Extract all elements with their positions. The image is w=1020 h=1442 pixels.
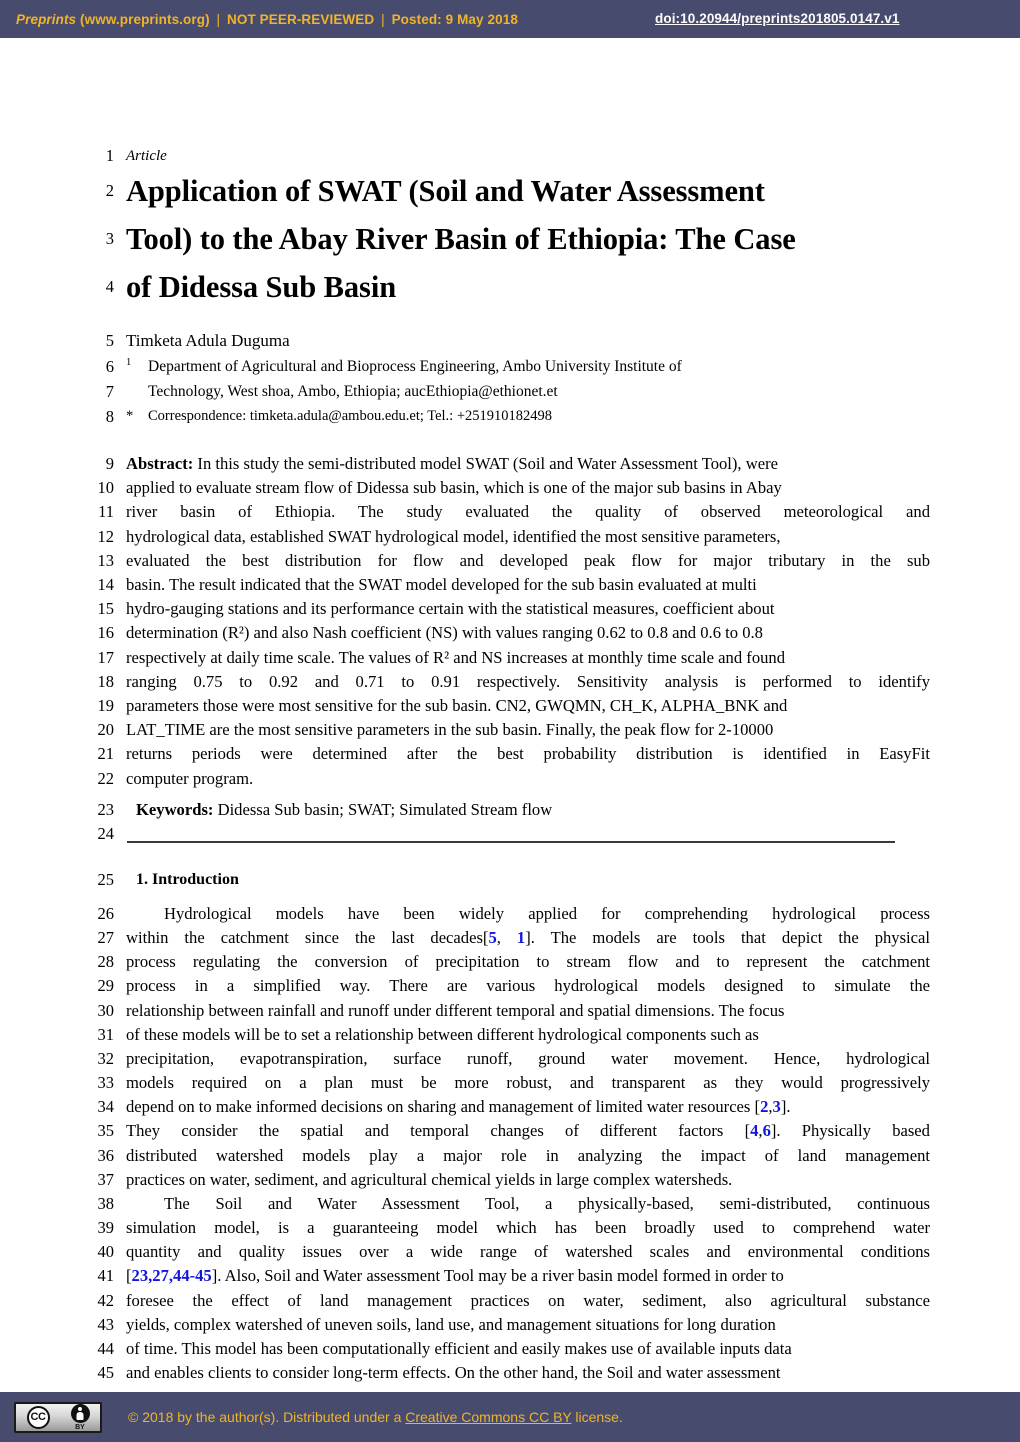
line-number: 19: [97, 696, 114, 716]
line-number: 42: [97, 1290, 114, 1310]
citation-link-multi[interactable]: 23,27,44-45: [131, 1266, 212, 1286]
intro-text: foresee the effect of land management practices on water, sediment, also agricultural substance: [126, 1290, 930, 1310]
section-heading-introduction: 1. Introduction: [136, 871, 239, 888]
cc-logo-icon: CC: [27, 1406, 50, 1429]
line-row: [80, 476, 930, 500]
line-row: [80, 1216, 930, 1240]
header-metadata: [16, 12, 518, 27]
abstract-text-6: basin. The result indicated that the SWAT model developed for the sub basin evaluated at multi: [126, 575, 757, 595]
line-number: 28: [97, 952, 114, 972]
line-number: 13: [97, 550, 114, 570]
line-row: [80, 144, 920, 168]
line-number: 21: [97, 744, 114, 764]
line-row: [80, 573, 930, 597]
intro-text: The Soil and Water Assessment Tool, a physically-based, semi-distributed, continuous: [164, 1193, 930, 1213]
line-row: [80, 452, 930, 476]
line-number: 22: [97, 768, 114, 788]
abstract-text-13: returns periods were determined after the best probability distribution is identified in EasyFit: [126, 744, 930, 764]
abstract-text-14: computer program.: [126, 768, 254, 788]
keywords-line: [126, 798, 930, 822]
line-number: 37: [97, 1169, 114, 1189]
line-row: [80, 597, 930, 621]
intro-text: distributed watershed models play a major role in analyzing the impact of land management: [126, 1145, 930, 1165]
line-row: [80, 1337, 930, 1361]
line-row: [80, 1119, 930, 1143]
intro-text: and enables clients to consider long-term effects. On the other hand, the Soil and water assessment: [126, 1362, 781, 1382]
line-row: [80, 767, 930, 791]
line-row: [80, 1047, 930, 1071]
keywords-block: [80, 798, 930, 846]
line-row: [80, 1071, 930, 1095]
line-number: 26: [97, 904, 114, 923]
peer-review-status: NOT PEER-REVIEWED: [227, 11, 375, 27]
line-row: [80, 646, 930, 670]
line-number: 24: [97, 824, 114, 844]
abstract-text-8: determination (R²) and also Nash coefficient (NS) with values ranging 0.62 to 0.8 and 0.6 to 0.8: [126, 623, 763, 643]
abstract-text-9: respectively at daily time scale. The values of R² and NS increases at monthly time scale and found: [126, 647, 786, 667]
line-number: 27: [97, 928, 114, 948]
line-number: 23: [97, 800, 114, 819]
line-number: 3: [105, 229, 114, 248]
abstract-text-5: evaluated the best distribution for flow and developed peak flow for major tributary in the sub: [126, 550, 930, 570]
line-number: 25: [97, 870, 114, 889]
line-number: 20: [97, 720, 114, 740]
line-number: 6: [105, 357, 114, 376]
preprints-brand: Preprints: [16, 11, 77, 27]
line-row: [80, 525, 930, 549]
affiliation-indent-spacer: [126, 379, 148, 404]
correspondence-marker: *: [126, 408, 134, 424]
keywords-value: Didessa Sub basin; SWAT; Simulated Stream flow: [213, 800, 553, 819]
license-footer-banner: [0, 1392, 1020, 1442]
intro-p2-line-1: [126, 1192, 930, 1216]
abstract-text-12: LAT_TIME are the most sensitive parameters in the sub basin. Finally, the peak flow for 2-10000: [126, 720, 774, 740]
line-row: [80, 621, 930, 645]
line-row: [80, 218, 930, 266]
affiliation-line-1: [126, 354, 930, 379]
affiliation-line-2: [126, 379, 930, 404]
line-number: 10: [97, 478, 114, 498]
citation-link-6[interactable]: 6: [762, 1121, 771, 1141]
line-row: [80, 500, 930, 524]
line-number: 43: [97, 1314, 114, 1334]
intro-text: of these models will be to set a relationship between different hydrological components such as: [126, 1024, 759, 1044]
intro-text: process regulating the conversion of precipitation to stream flow and to represent the catchment: [126, 952, 930, 972]
line-number: 30: [97, 1000, 114, 1020]
preprint-header-banner: [0, 0, 1020, 38]
line-row: [80, 718, 930, 742]
creative-commons-license-link[interactable]: Creative Commons CC BY: [405, 1409, 572, 1425]
line-row: [80, 328, 930, 354]
abstract-text-10: ranging 0.75 to 0.92 and 0.71 to 0.91 respectively. Sensitivity analysis is performed to identify: [126, 671, 930, 691]
header-separator-1: |: [216, 11, 221, 27]
line-number: 4: [105, 277, 114, 296]
license-suffix-text: license.: [571, 1409, 623, 1425]
abstract-text-3: river basin of Ethiopia. The study evaluated the quality of observed meteorological and: [126, 502, 930, 522]
page-title-line-1: Application of SWAT (Soil and Water Assessment: [126, 174, 765, 208]
intro-text: Hydrological models have been widely applied for comprehending hydrological process: [164, 904, 930, 923]
citation-link-5[interactable]: 5: [488, 928, 497, 948]
line-number: 41: [97, 1266, 114, 1286]
posted-date: Posted: 9 May 2018: [391, 11, 518, 27]
line-number: 12: [97, 526, 114, 546]
line-number: 11: [98, 502, 114, 522]
line-number: 36: [97, 1145, 114, 1165]
line-row: [80, 266, 930, 314]
line-row: [80, 798, 930, 822]
line-row: [80, 354, 930, 379]
abstract-line-1: [126, 452, 930, 476]
line-row: [80, 379, 930, 404]
header-separator-2: |: [381, 11, 385, 27]
line-number: 7: [105, 382, 114, 401]
line-number: 14: [97, 575, 114, 595]
intro-p2-line-4: [23,27,44-45]. Also, Soil and Water assessment Tool may be a river basin model formed in order to: [126, 1266, 784, 1286]
copyright-text: © 2018 by the author(s). Distributed under a: [128, 1409, 406, 1425]
line-number: 45: [97, 1362, 114, 1382]
abstract-text-11: parameters those were most sensitive for the sub basin. CN2, GWQMN, CH_K, ALPHA_BNK and: [126, 696, 788, 716]
page-title-line-2: Tool) to the Abay River Basin of Ethiopia: The Case: [126, 222, 796, 256]
intro-text: practices on water, sediment, and agricultural chemical yields in large complex watersheds.: [126, 1169, 733, 1189]
line-number: 5: [105, 331, 114, 350]
line-row: [80, 950, 930, 974]
line-row: [80, 1289, 930, 1313]
affiliation-text-2: Technology, West shoa, Ambo, Ethiopia; aucEthiopia@ethionet.et: [148, 383, 558, 400]
line-number: 39: [97, 1218, 114, 1238]
intro-text: relationship between rainfall and runoff under different temporal and spatial dimensions. The focus: [126, 1000, 785, 1020]
line-number: 38: [97, 1193, 114, 1213]
line-row: [80, 404, 930, 429]
license-statement: [128, 1409, 623, 1425]
intro-text: of time. This model has been computationally efficient and easily makes use of available inputs data: [126, 1338, 792, 1358]
line-row: [80, 1144, 930, 1168]
article-title-block: [80, 170, 930, 314]
line-number: 40: [97, 1242, 114, 1262]
intro-text: simulation model, is a guaranteeing model which has been broadly used to comprehend water: [126, 1218, 930, 1238]
line-row: [80, 742, 930, 766]
line-row: [80, 694, 930, 718]
line-row: [80, 999, 930, 1023]
line-number: 18: [97, 671, 114, 691]
by-logo-wrap: [71, 1404, 90, 1431]
citation-link-3[interactable]: 3: [772, 1097, 781, 1117]
intro-text: yields, complex watershed of uneven soils, land use, and management situations for long duration: [126, 1314, 776, 1334]
line-number: 9: [105, 454, 114, 473]
line-number: 33: [97, 1073, 114, 1093]
line-number: 34: [97, 1097, 114, 1117]
line-number: 8: [105, 407, 114, 426]
intro-text: quantity and quality issues over a wide range of watershed scales and environmental conditions: [126, 1242, 930, 1262]
line-number: 32: [97, 1048, 114, 1068]
line-number: 17: [97, 647, 114, 667]
line-number: 2: [105, 181, 114, 200]
affiliation-marker: 1: [126, 357, 132, 368]
line-row: [80, 1192, 930, 1216]
citation-link-2[interactable]: 2: [760, 1097, 769, 1117]
line-row: [80, 549, 930, 573]
line-row: [80, 1168, 930, 1192]
intro-p1-line-9: depend on to make informed decisions on sharing and management of limited water resources [2,3].: [126, 1097, 791, 1117]
line-number: 16: [97, 623, 114, 643]
person-icon: [71, 1404, 90, 1423]
line-number: 35: [97, 1121, 114, 1141]
line-row: [80, 670, 930, 694]
abstract-text-1: In this study the semi-distributed model SWAT (Soil and Water Assessment Tool), were: [193, 454, 778, 473]
line-number: 15: [97, 599, 114, 619]
citation-link-1[interactable]: 1: [516, 928, 526, 948]
line-row: [80, 1361, 930, 1385]
by-label: BY: [75, 1423, 85, 1431]
abstract-text-4: hydrological data, established SWAT hydrological model, identified the most sensitive parameters,: [126, 526, 781, 546]
line-row: [80, 170, 930, 218]
affiliation-text-1: Department of Agricultural and Bioprocess Engineering, Ambo University Institute of: [148, 358, 682, 375]
line-row: [80, 1264, 930, 1288]
keywords-label: Keywords:: [136, 800, 214, 819]
horizontal-divider: [127, 841, 895, 843]
page-title-line-3: of Didessa Sub Basin: [126, 270, 397, 304]
intro-p1-line-2: within the catchment since the last decades[5, 1]. The models are tools that depict the physical: [126, 928, 930, 948]
line-row: [80, 926, 930, 950]
citation-link-4[interactable]: 4: [750, 1121, 759, 1141]
doi-link[interactable]: doi:10.20944/preprints201805.0147.v1: [655, 11, 900, 26]
correspondence-text: Correspondence: timketa.adula@ambou.edu.et; Tel.: +251910182498: [148, 408, 553, 424]
line-row: [80, 902, 930, 926]
article-type-label: Article: [126, 148, 167, 164]
line-row: [80, 1095, 930, 1119]
preprints-site-url: (www.preprints.org): [80, 11, 210, 27]
article-type-block: [80, 144, 920, 168]
intro-p1-line-10: They consider the spatial and temporal changes of different factors [4,6]. Physically based: [126, 1121, 930, 1141]
abstract-label: Abstract:: [126, 454, 194, 473]
intro-p1-line-1: [126, 902, 930, 926]
line-row: [80, 1313, 930, 1337]
correspondence-line: [126, 404, 930, 429]
creative-commons-badge-icon: [14, 1402, 102, 1433]
author-name: Timketa Adula Duguma: [126, 331, 290, 350]
line-row: [80, 1240, 930, 1264]
section-heading-block: [80, 868, 930, 892]
document-page: [0, 38, 1020, 1380]
line-row: [80, 1023, 930, 1047]
abstract-block: [80, 452, 930, 791]
author-affiliation-block: [80, 328, 930, 429]
intro-text: models required on a plan must be more robust, and transparent as they would progressively: [126, 1073, 930, 1093]
line-row: [80, 868, 930, 892]
line-row: [80, 974, 930, 998]
abstract-text-7: hydro-gauging stations and its performance certain with the statistical measures, coefficient about: [126, 599, 775, 619]
intro-text: precipitation, evapotranspiration, surface runoff, ground water movement. Hence, hydrological: [126, 1048, 930, 1068]
introduction-body: [80, 902, 930, 1385]
abstract-text-2: applied to evaluate stream flow of Didessa sub basin, which is one of the major sub basins in Abay: [126, 478, 782, 498]
line-number: 1: [105, 146, 114, 165]
line-number: 44: [97, 1338, 114, 1358]
line-number: 31: [97, 1024, 114, 1044]
intro-text: process in a simplified way. There are various hydrological models designed to simulate the: [126, 976, 930, 996]
line-number: 29: [97, 976, 114, 996]
